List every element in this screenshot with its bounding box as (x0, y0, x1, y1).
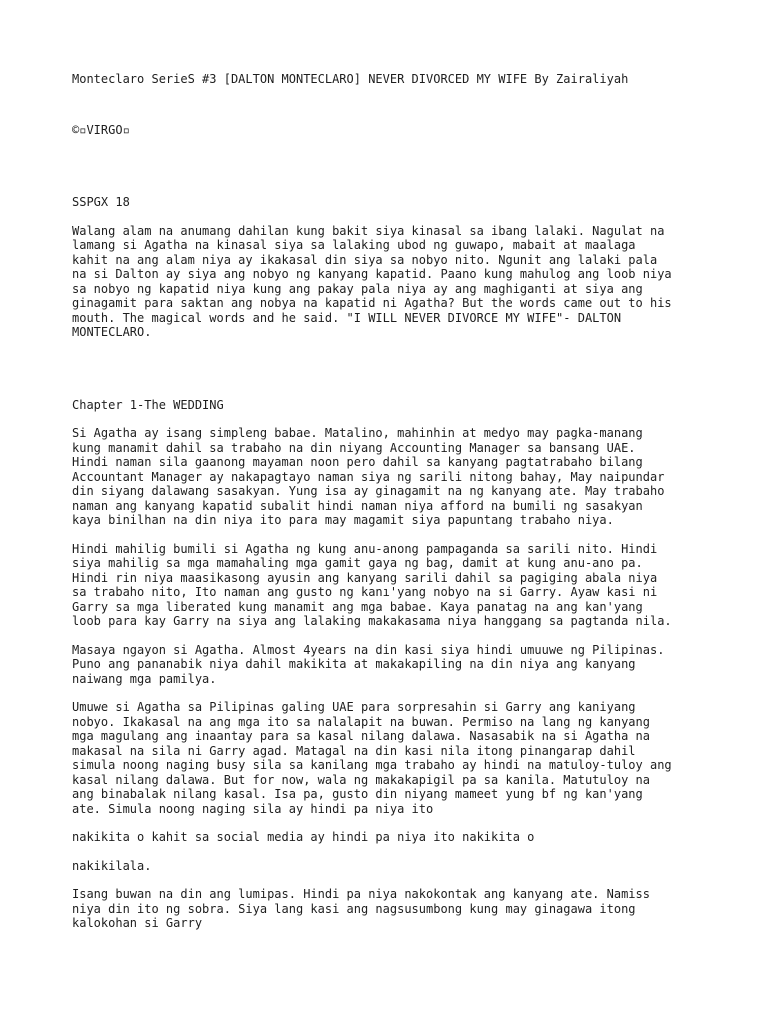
body-paragraph: Hindi mahilig bumili si Agatha ng kung anu-anong pampaganda sa sarili nito. Hindi siya mahilig sa mga mamahaling mga gamit gaya ng bag, damit at kung anu-ano pa. Hindi rin niya maasikasong ayusin ang kanyang sarili dahil sa pagiging abala niya sa trabaho nito, Ito naman ang gusto ng kanı'yang nobyo na si Garry. Ayaw kasi ni Garry sa mga liberated kung manamit ang mga babae. Kaya panatag na ang kan'yang loob para kay Garry na siya ang lalaking makakasama niya hanggang sa pagtanda nila. (72, 541, 672, 628)
section-code: SSPGX 18 (72, 195, 130, 209)
copyright-line: ©▫VIRGO▫ (72, 122, 130, 137)
chapter-heading: Chapter 1-The WEDDING (72, 397, 224, 412)
body-paragraph: nakikita o kahit sa social media ay hindi pa niya ito nakikita o (72, 830, 535, 844)
synopsis-paragraph: Walang alam na anumang dahilan kung bakit siya kinasal sa ibang lalaki. Nagulat na lamang si Agatha na kinasal siya sa lalaking ubod ng guwapo, mabait at maalaga kahit na ang alam niya ay ikakasal din siya sa nobyo nito. Ngunit ang lalaki pala na si Dalton ay siya ang nobyo ng kanyang kapatid. Paano kung mahulog ang loob niya sa nobyo ng kapatid niya kung ang pakay pala niya ay ang maghiganti at siya ang ginagamit para saktan ang nobya na kapatid ni Agatha? But the words came out to his mouth. The magical words and he said. "I WILL NEVER DIVORCE MY WIFE"- DALTON MONTECLARO. (72, 223, 672, 339)
document-title: Monteclaro SerieS #3 [DALTON MONTECLARO] NEVER DIVORCED MY WIFE By Zairaliyah (72, 72, 629, 86)
body-paragraph: Si Agatha ay isang simpleng babae. Matalino, mahinhin at medyo may pagka-manang kung manamit dahil sa trabaho na din niyang Accounting Manager sa bansang UAE. Hindi naman sila gaanong mayaman noon pero dahil sa kanyang pagtatrabaho bilang Accountant Manager ay nakapagtayo naman siya ng sarili nitong bahay, May naipundar din siyang dalawang sasakyan. Yung isa ay ginagamit na ng kanyang ate. May trabaho naman ang kanyang kapatid subalit hindi naman niya afford na bumili ng sasakyan kaya binilhan na din niya ito para may magamit siya papuntang trabaho niya. (72, 426, 665, 527)
body-paragraph: Isang buwan na din ang lumipas. Hindi pa niya nakokontak ang kanyang ate. Namiss niya din ito ng sobra. Siya lang kasi ang nagsusumbong kung may ginagawa itong kalokohan si Garry (72, 887, 650, 930)
body-paragraph: Umuwe si Agatha sa Pilipinas galing UAE para sorpresahin si Garry ang kaniyang nobyo. Ikakasal na ang mga ito sa nalalapit na buwan. Permiso na lang ng kanyang mga magulang ang inaantay para sa kasal nilang dalawa. Nasasabik na si Agatha na makasal na sila ni Garry agad. Matagal na din kasi nila itong pinangarap dahil simula noong naging busy sila sa kanilang mga trabaho ay hindi na matuloy-tuloy ang kasal nilang dalawa. But for now, wala ng makakapigil pa sa kanila. Matutuloy na ang binabalak nilang kasal. Isa pa, gusto din niyang mameet yung bf ng kan'yang ate. Simula noong naging sila ay hindi pa niya ito (72, 700, 672, 816)
document-body (72, 72, 712, 945)
body-paragraph: nakikilala. (72, 858, 152, 873)
body-paragraph: Masaya ngayon si Agatha. Almost 4years na din kasi siya hindi umuuwe ng Pilipinas. Puno ang pananabik niya dahil makikita at makakapiling na din niya ang kanyang naiwang mga pamilya. (72, 642, 665, 686)
